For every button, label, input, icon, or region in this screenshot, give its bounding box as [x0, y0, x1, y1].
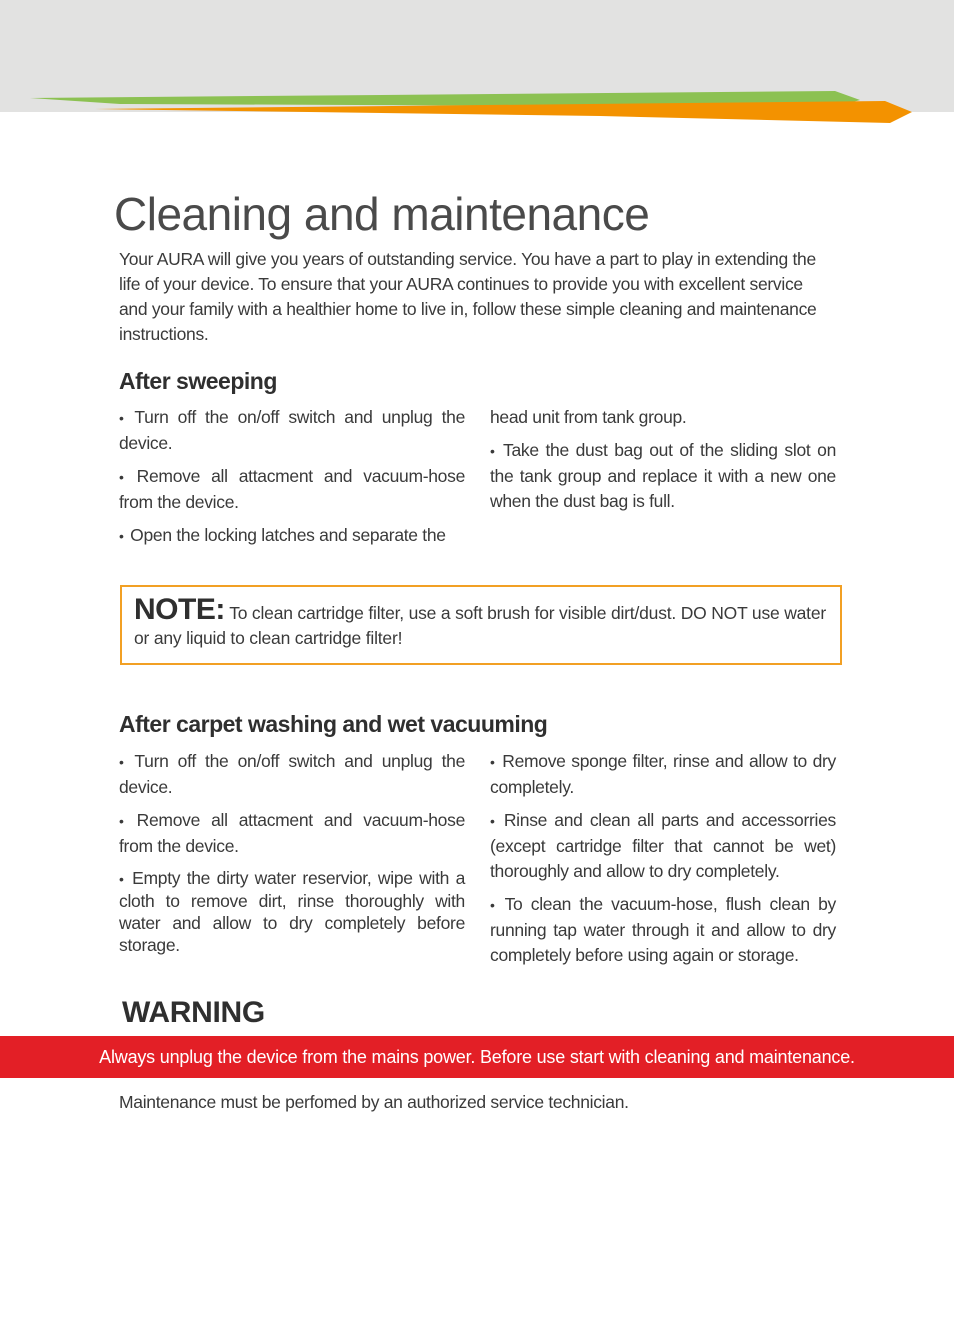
footer-note: Maintenance must be perfomed by an authorized service technician. [119, 1092, 629, 1112]
bullet: • [490, 813, 495, 829]
list-item: • Take the dust bag out of the sliding slot on the tank group and replace it with a new one when the dust bag is full. [490, 440, 837, 511]
intro-paragraph: Your AURA will give you years of outstanding service. You have a part to play in extending the life of your device. To ensure that your AURA continues to provide you with excellent service and your family with a healthier home to live in, follow these simple cleaning and maintenance instructions. [119, 249, 817, 344]
warning-bar: Always unplug the device from the mains power. Before use start with cleaning and maintenance. [0, 1036, 954, 1078]
bullet: • [490, 443, 495, 459]
note-label: NOTE: [134, 593, 225, 626]
after-sweeping-right-list [490, 405, 836, 522]
bullet: • [490, 754, 495, 770]
bullet: • [119, 754, 124, 770]
list-item: • Remove sponge filter, rinse and allow to dry completely. [490, 751, 836, 797]
list-item: • Turn off the on/off switch and unplug the device. [119, 407, 466, 453]
after-sweeping-left-list [119, 405, 465, 557]
after-sweeping-heading: After sweeping [119, 368, 277, 394]
list-item: • Remove all attacment and vacuum-hose from the device. [119, 466, 465, 512]
bullet: • [119, 528, 124, 544]
note-body: To clean cartridge filter, use a soft brush for visible dirt/dust. DO NOT use water or any liquid to clean cartridge filter! [134, 603, 826, 648]
list-item: • Turn off the on/off switch and unplug the device. [119, 751, 466, 797]
list-item: • Rinse and clean all parts and accessorries (except cartridge filter that cannot be wet) thoroughly and allow to dry completely. [490, 810, 837, 881]
bullet: • [119, 871, 124, 887]
page-title: Cleaning and maintenance [114, 188, 650, 240]
after-carpet-left-list [119, 749, 465, 964]
note-text [134, 593, 828, 651]
list-item-continuation: head unit from tank group. [490, 407, 687, 427]
bullet: • [119, 813, 124, 829]
after-carpet-right-list [490, 749, 836, 976]
list-item: • To clean the vacuum-hose, flush clean by running tap water through it and allow to dry completely before using again or storage. [490, 894, 836, 965]
note-box [120, 585, 842, 665]
header-stripes [0, 86, 954, 128]
bullet: • [119, 469, 124, 485]
after-carpet-heading: After carpet washing and wet vacuuming [119, 711, 548, 737]
list-item: • Open the locking latches and separate the [119, 525, 446, 545]
bullet: • [119, 410, 124, 426]
list-item: • Empty the dirty water reservior, wipe with a cloth to remove dirt, rinse thoroughly with water and allow to dry completely before storage. [119, 868, 466, 955]
list-item: • Remove all attacment and vacuum-hose from the device. [119, 810, 465, 856]
warning-heading: WARNING [122, 996, 265, 1029]
bullet: • [490, 897, 495, 913]
